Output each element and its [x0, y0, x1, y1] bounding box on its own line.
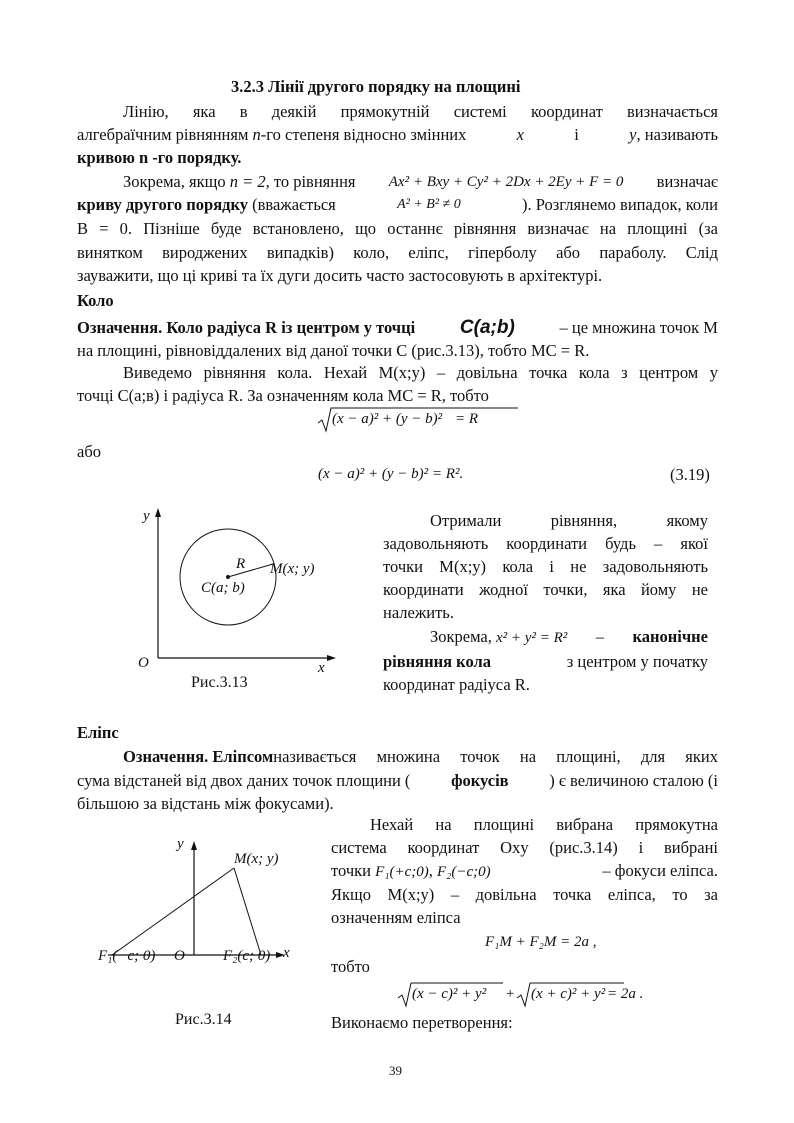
sqrt-radicand-1: (x − c)² + y² — [412, 986, 487, 1002]
ellipse-text-7: Виконаємо перетворення: — [331, 1013, 513, 1032]
intro-var-y: y — [629, 125, 637, 144]
circle-text-5: належить. — [383, 603, 454, 622]
circle-text-7 — [383, 651, 708, 673]
p2-line-3: B = 0. Пізніше буде встановлено, що останнє рівняння визначає на площині (за — [77, 219, 718, 238]
fig14-x-label: x — [283, 945, 290, 961]
or-word: або — [77, 442, 101, 461]
ellipse-text-6: тобто — [331, 957, 370, 976]
ellipse-text: – фокуси еліпса. — [602, 861, 718, 880]
circle-text-3: точки M(x;y) кола і не задовольняють — [383, 557, 708, 576]
intro-text: алгебраїчним рівнянням — [77, 125, 253, 144]
circle-eq-intro-2: точці C(a;в) і радіуса R. За означенням кола MC = R, тобто — [77, 386, 489, 405]
circle-center-point: C(a;b) — [459, 317, 515, 338]
ellipse-text: , — [428, 861, 437, 880]
p2-text: визначає — [656, 172, 718, 191]
circle-equation: (x − a)² + (y − b)² = R². — [318, 466, 464, 482]
intro-text: і — [574, 125, 579, 144]
p2-var: n = 2 — [229, 172, 266, 191]
intro-line-2 — [77, 124, 718, 146]
intro-var-x: x — [516, 125, 524, 144]
sqrt-overline — [331, 407, 461, 409]
circle-def-bold: Означення. Коло радіуса R із центром у точці — [77, 318, 416, 337]
ellipse-heading: Еліпс — [77, 723, 119, 742]
circle-text: з центром у початку — [566, 652, 708, 671]
intro-line-1: Лінію, яка в деякій прямокутній системі координат визначається — [123, 102, 718, 121]
circle-text-6 — [430, 626, 708, 649]
p2-line-1 — [123, 171, 718, 193]
ellipse-text-4: Якщо M(x;y) – довільна точка еліпса, то за — [331, 885, 718, 904]
circle-def-line-1 — [77, 317, 718, 339]
circle-text: – — [595, 627, 604, 646]
canonical-circle-formula: x² + y² = R² — [496, 630, 568, 646]
ellipse-def-text: ) є величиною сталою (і — [549, 771, 718, 790]
ellipse-text-5: означенням еліпса — [331, 908, 461, 927]
circle-text-4: координати жодної точки, яка йому не — [383, 580, 708, 599]
circle-text-bold: рівняння кола — [383, 652, 491, 671]
sqrt-rhs: = R — [455, 411, 479, 427]
fig14-point-m-label: M(x; y) — [234, 851, 279, 867]
ellipse-def-text: називається множина точок на площині, для яких — [273, 747, 718, 766]
fig13-radius-label: R — [236, 556, 246, 572]
fig14-focus-f1-label: F₁(−c; 0) — [98, 948, 156, 964]
page-number: 39 — [389, 1063, 402, 1078]
ellipse-sum-rhs: = 2a . — [607, 986, 644, 1002]
p2-bold-term: криву другого порядку — [77, 195, 248, 214]
intro-text: -го степеня відносно змінних — [260, 125, 467, 144]
focus-f2: F₂(−c;0) — [437, 864, 491, 880]
condition-formula: A² + B² ≠ 0 — [397, 197, 461, 212]
circle-text-bold: канонічне — [632, 627, 708, 646]
p2-text: Зокрема, якщо — [123, 172, 230, 191]
circle-heading: Коло — [77, 291, 114, 310]
circle-text-1: Отримали рівняння, якому — [430, 511, 708, 530]
intro-var-n: n — [252, 125, 261, 144]
ellipse-definition-formula: F₁M + F₂M = 2a , — [485, 934, 597, 950]
fig13-x-label: x — [318, 660, 325, 676]
sqrt-plus: + — [505, 986, 516, 1002]
circle-text-8: координат радіуса R. — [383, 675, 530, 694]
circle-text-2: задовольняють координати будь – якої — [383, 534, 708, 553]
fig13-caption: Рис.3.13 — [191, 674, 248, 691]
p2-line-4: винятком вироджених випадків) коло, еліпс, гіперболу або параболу. Слід — [77, 243, 718, 262]
ellipse-def-text: сума відстаней від двох даних точок площини ( — [77, 771, 411, 790]
ellipse-text: точки — [331, 861, 376, 880]
sqrt-overline-2 — [530, 982, 630, 984]
ellipse-def-line-2 — [77, 770, 718, 792]
sqrt-overline-1 — [411, 982, 511, 984]
p2-line-5: зауважити, що ці криві та їх дуги досить часто застосовують в архітектурі. — [77, 266, 603, 285]
ellipse-text-2: система координат Oxy (рис.3.14) і вибрані — [331, 838, 718, 857]
circle-def-text: – це множина точок M — [559, 318, 718, 337]
equation-number-3-19: (3.19) — [670, 465, 710, 484]
fig14-focus-f2-label: F₂(c; 0) — [223, 948, 271, 964]
fig14-origin-label: O — [174, 948, 185, 964]
sqrt-radicand: (x − a)² + (y − b)² — [332, 411, 443, 427]
intro-line-3: кривою n -го порядку. — [77, 148, 242, 167]
p2-text: , то рівняння — [265, 172, 356, 191]
sqrt-sign-1 — [398, 982, 412, 1008]
sqrt-radicand-2: (x + c)² + y² — [531, 986, 606, 1002]
fig13-center-label: C(a; b) — [201, 580, 245, 596]
section-title: 3.2.3 Лінії другого порядку на площині — [231, 77, 521, 96]
figure-3-13 — [150, 508, 350, 678]
ellipse-def-line-3: більшою за відстань між фокусами). — [77, 794, 334, 813]
fig13-y-label: y — [143, 508, 150, 524]
fig14-y-label: y — [177, 836, 184, 852]
p2-line-2 — [77, 194, 718, 216]
intro-text: , називають — [636, 125, 718, 144]
ellipse-text-3 — [331, 860, 718, 883]
fig13-point-m-label: M(x; y) — [270, 561, 315, 577]
p2-text: ). Розглянемо випадок, коли — [522, 195, 718, 214]
ellipse-text-1: Нехай на площині вибрана прямокутна — [370, 815, 718, 834]
p2-text: (вважається — [248, 195, 336, 214]
sqrt-sign-2 — [517, 982, 531, 1008]
circle-def-line-2: на площині, рівновіддалених від даної точки C (рис.3.13), тобто MC = R. — [77, 341, 590, 360]
sqrt-sign — [318, 407, 332, 433]
ellipse-def-line-1 — [123, 746, 718, 768]
circle-eq-intro-1: Виведемо рівняння кола. Нехай M(x;y) – довільна точка кола з центром у — [123, 363, 718, 382]
fig13-origin-label: O — [138, 655, 149, 671]
focus-f1: F₁(+c;0) — [375, 864, 429, 880]
fig14-caption: Рис.3.14 — [175, 1011, 232, 1028]
ellipse-def-bold: Означення. Еліпсом — [123, 747, 274, 766]
circle-text: Зокрема, — [430, 627, 497, 646]
second-order-equation: Ax² + Bxy + Cy² + 2Dx + 2Ey + F = 0 — [388, 174, 624, 190]
ellipse-def-bold: фокусів — [451, 771, 509, 790]
